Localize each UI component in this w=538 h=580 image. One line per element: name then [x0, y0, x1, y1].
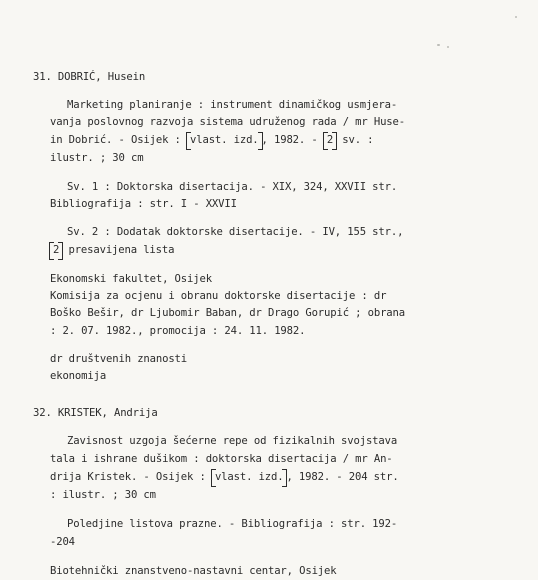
- title-line: drija Kristek. - Osijek : vlast. izd. , 1982. - 204 str.: [50, 471, 399, 483]
- title-line: in Dobrić. - Osijek : vlast. izd. , 1982. - 2 sv. :: [50, 134, 374, 146]
- title-line: : ilustr. ; 30 cm: [50, 489, 156, 501]
- volume-line: Sv. 2 : Dodatak doktorske disertacije. - IV, 155 str.,: [67, 226, 404, 238]
- volume-line: Bibliografija : str. I - XXVII: [50, 198, 237, 210]
- title-line: ilustr. ; 30 cm: [50, 152, 144, 164]
- institution-line: Biotehnički znanstveno-nastavni centar, Osijek: [50, 565, 337, 577]
- scan-speck: [447, 46, 449, 48]
- volume-line: Sv. 1 : Doktorska disertacija. - XIX, 324, XXVII str.: [67, 181, 398, 193]
- degree-line: dr društvenih znanosti: [50, 353, 188, 365]
- bracketed-volumes: 2: [324, 133, 336, 147]
- notes-line: -204: [50, 536, 75, 548]
- title-line: Marketing planiranje : instrument dinamičkog usmjera-: [67, 99, 398, 111]
- bracketed-publisher: vlast. izd.: [187, 133, 262, 147]
- entry-heading: 31. DOBRIĆ, Husein: [33, 71, 146, 83]
- bracketed-publisher: vlast. izd.: [212, 470, 287, 484]
- scan-speck: [515, 16, 517, 18]
- commission-line: Komisija za ocjenu i obranu doktorske disertacije : dr: [50, 290, 387, 302]
- title-line: tala i ishrane dušikom : doktorska disertacija / mr An-: [50, 453, 393, 465]
- volume-line: 2 presavijena lista: [50, 243, 174, 257]
- bracketed-leaves: 2: [50, 243, 62, 257]
- title-line: vanja poslovnog razvoja sistema udruženog rada / mr Huse-: [50, 116, 405, 128]
- entry-heading: 32. KRISTEK, Andrija: [33, 407, 158, 419]
- commission-line: Boško Bešir, dr Ljubomir Baban, dr Drago Gorupić ; obrana: [50, 307, 405, 319]
- faculty-line: Ekonomski fakultet, Osijek: [50, 273, 212, 285]
- title-line: Zavisnost uzgoja šećerne repe od fizikalnih svojstava: [67, 435, 398, 447]
- scan-speck: [437, 44, 440, 46]
- degree-line: ekonomija: [50, 370, 107, 382]
- notes-line: Poledjine listova prazne. - Bibliografija : str. 192-: [67, 518, 398, 530]
- commission-line: : 2. 07. 1982., promocija : 24. 11. 1982.: [50, 325, 306, 337]
